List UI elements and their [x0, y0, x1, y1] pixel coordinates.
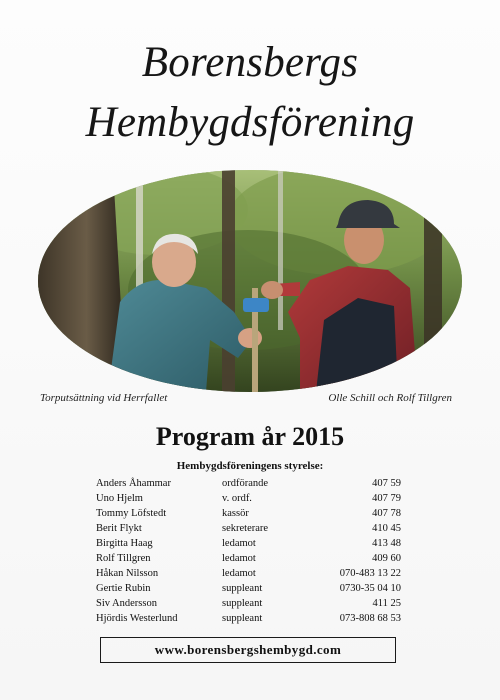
board-table	[96, 476, 401, 626]
website-address[interactable]: www.borensbergshembygd.com	[100, 637, 396, 663]
member-role: ledamot	[222, 538, 256, 549]
member-phone: 070-483 13 22	[339, 568, 401, 579]
member-phone: 0730-35 04 10	[339, 583, 401, 594]
member-role: suppleant	[222, 598, 263, 609]
photo-illustration	[38, 170, 462, 392]
board-row	[96, 551, 401, 566]
member-role: suppleant	[222, 613, 263, 624]
birch-trunk	[278, 170, 283, 330]
board-row	[96, 596, 401, 611]
member-phone: 073-808 68 53	[339, 613, 401, 624]
member-role: sekreterare	[222, 523, 269, 534]
member-phone: 409 60	[372, 553, 401, 564]
member-name: Tommy Löfstedt	[96, 508, 167, 519]
tree-trunk-middle	[222, 170, 235, 392]
board-row	[96, 611, 401, 626]
member-role: suppleant	[222, 583, 263, 594]
member-name: Gertie Rubin	[96, 583, 151, 594]
board-row	[96, 491, 401, 506]
tool-handle	[243, 298, 269, 312]
member-name: Birgitta Haag	[96, 538, 153, 549]
member-name: Siv Andersson	[96, 598, 157, 609]
title-line-2: Hembygdsförening	[85, 99, 415, 146]
board-row	[96, 536, 401, 551]
member-phone: 407 78	[372, 508, 401, 519]
member-phone: 410 45	[372, 523, 401, 534]
member-phone: 407 59	[372, 478, 401, 489]
board-row	[96, 521, 401, 536]
photo-caption-right: Olle Schill och Rolf Tillgren	[328, 392, 452, 404]
member-name: Uno Hjelm	[96, 493, 143, 504]
member-name: Berit Flykt	[96, 523, 142, 534]
member-name: Anders Åhammar	[96, 478, 171, 489]
man-right-hand	[261, 281, 283, 299]
board-row	[96, 506, 401, 521]
member-phone: 407 79	[372, 493, 401, 504]
tree-trunk-right	[424, 170, 442, 392]
member-phone: 413 48	[372, 538, 401, 549]
board-heading: Hembygdsföreningens styrelse:	[176, 460, 324, 472]
member-role: v. ordf.	[222, 493, 252, 504]
member-phone: 411 25	[372, 598, 401, 609]
man-left-hand	[238, 328, 262, 348]
board-row	[96, 581, 401, 596]
member-role: ordförande	[222, 478, 269, 489]
program-title: Program år 2015	[155, 422, 345, 451]
member-role: ledamot	[222, 553, 256, 564]
member-name: Hjördis Westerlund	[96, 613, 178, 624]
member-role: kassör	[222, 508, 249, 519]
title-line-1: Borensbergs	[141, 39, 359, 86]
photo-caption-left: Torputsättning vid Herrfallet	[40, 392, 168, 404]
board-row	[96, 476, 401, 491]
photo-oval	[38, 170, 462, 392]
member-role: ledamot	[222, 568, 256, 579]
member-name: Rolf Tillgren	[96, 553, 151, 564]
member-name: Håkan Nilsson	[96, 568, 159, 579]
board-row	[96, 566, 401, 581]
